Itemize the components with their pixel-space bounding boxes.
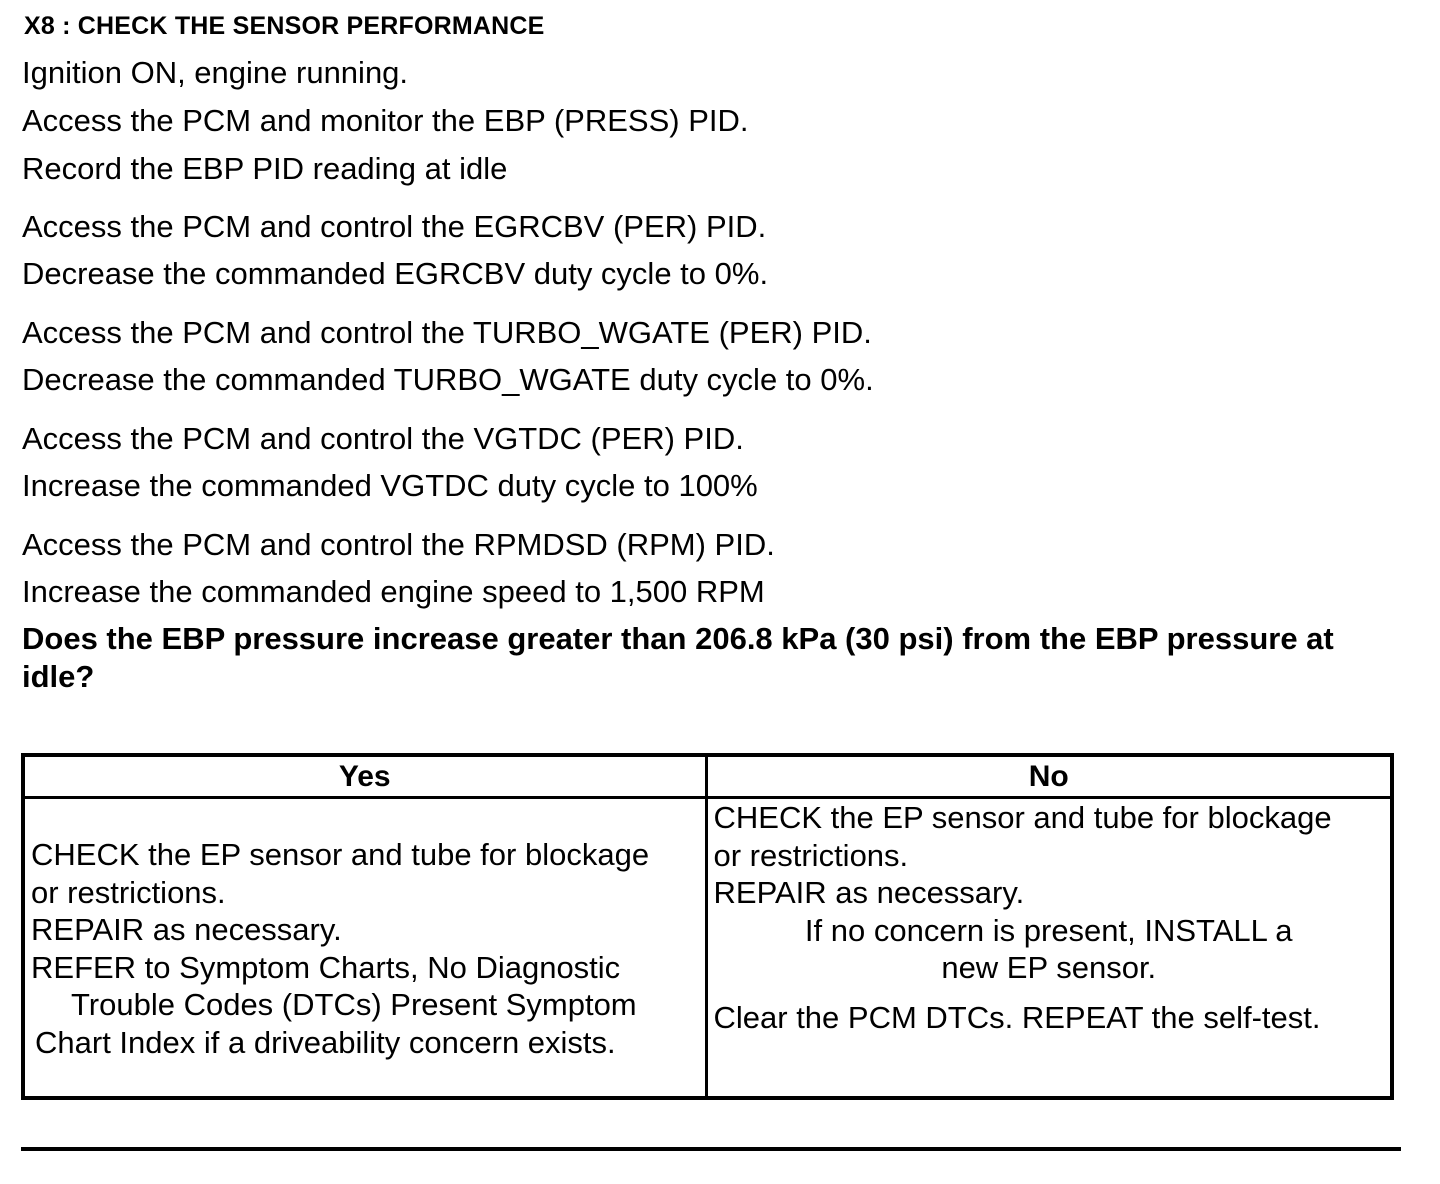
step-line: Access the PCM and control the TURBO_WGATE (PER) PID. xyxy=(22,315,872,350)
no-line: CHECK the EP sensor and tube for blockage xyxy=(713,800,1332,835)
step-line: Decrease the commanded TURBO_WGATE duty cycle to 0%. xyxy=(22,362,874,397)
step-line: Ignition ON, engine running. xyxy=(22,55,409,90)
step-line: Record the EBP PID reading at idle xyxy=(22,151,508,186)
step-line: Access the PCM and monitor the EBP (PRESS) PID. xyxy=(22,103,749,138)
no-line: new EP sensor. xyxy=(941,950,1157,985)
step-line: Access the PCM and control the VGTDC (PER) PID. xyxy=(22,421,744,456)
no-line: or restrictions. xyxy=(713,837,909,873)
bottom-divider xyxy=(21,1147,1401,1151)
table-row xyxy=(23,798,1392,1099)
diagnostic-question: Does the EBP pressure increase greater than 206.8 kPa (30 psi) from the EBP pressure at idle? xyxy=(22,621,1334,694)
yes-header: Yes xyxy=(23,755,706,798)
no-header: No xyxy=(706,755,1392,798)
step-line: Increase the commanded engine speed to 1,500 RPM xyxy=(22,574,765,609)
yes-line: Trouble Codes (DTCs) Present Symptom xyxy=(71,987,637,1022)
step-line: Access the PCM and control the EGRCBV (PER) PID. xyxy=(22,209,767,244)
no-cell xyxy=(706,798,1392,1099)
result-table xyxy=(21,753,1394,1100)
yes-line: REPAIR as necessary. xyxy=(31,912,342,947)
yes-cell xyxy=(23,798,706,1099)
no-line: Clear the PCM DTCs. REPEAT the self-test. xyxy=(713,999,1321,1035)
no-line: REPAIR as necessary. xyxy=(713,875,1025,910)
no-line: If no concern is present, INSTALL a xyxy=(804,912,1293,948)
step-heading: X8 : CHECK THE SENSOR PERFORMANCE xyxy=(24,12,545,40)
yes-line: REFER to Symptom Charts, No Diagnostic xyxy=(31,949,621,985)
yes-line: Chart Index if a driveability concern exists. xyxy=(35,1024,616,1060)
step-line: Increase the commanded VGTDC duty cycle to 100% xyxy=(22,468,758,503)
yes-line: or restrictions. xyxy=(31,874,226,910)
step-line: Access the PCM and control the RPMDSD (RPM) PID. xyxy=(22,527,775,562)
yes-line: CHECK the EP sensor and tube for blockage xyxy=(31,837,650,872)
step-line: Decrease the commanded EGRCBV duty cycle to 0%. xyxy=(22,256,769,291)
table-header-row xyxy=(23,755,1392,798)
